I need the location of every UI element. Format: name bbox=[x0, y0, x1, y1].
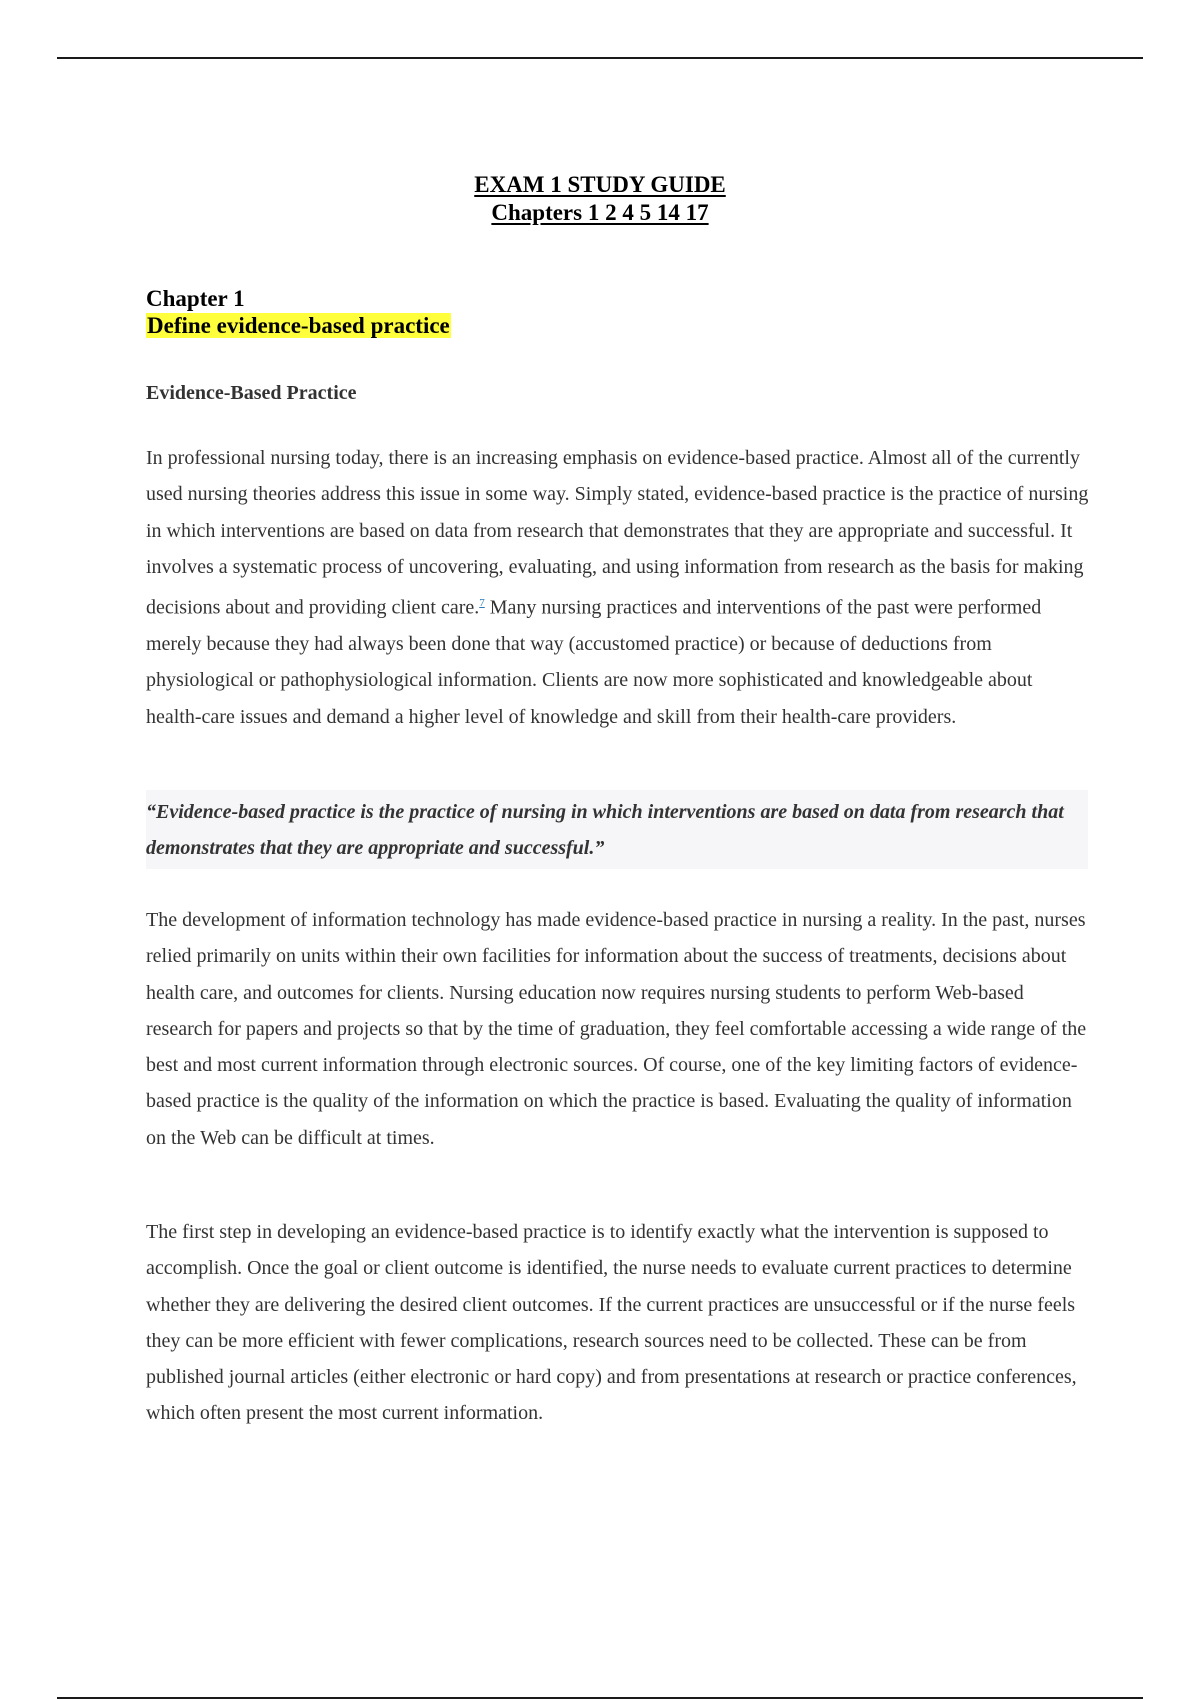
top-rule bbox=[57, 57, 1143, 59]
pull-quote bbox=[146, 790, 1088, 869]
paragraph-1-part-2: Many nursing practices and interventions of the past were performed merely because they had always been done that way (accustomed practice) or because of deductions from physiological or pathophysiological information. Clients are now more sophisticated and knowledgeable about health-care issues and demand a higher level of knowledge and skill from their health-care providers. bbox=[146, 596, 1042, 728]
paragraph-3: The first step in developing an evidence-based practice is to identify exactly what the intervention is supposed to accomplish. Once the goal or client outcome is identified, the nurse needs to evaluate current practices to determine whether they are delivering the desired client outcomes. If the current practices are unsuccessful or if the nurse feels they can be more efficient with fewer complications, research sources need to be collected. These can be from published journal articles (either electronic or hard copy) and from presentations at research or practice conferences, which often present the most current information. bbox=[146, 1221, 1077, 1425]
chapter-heading bbox=[146, 285, 451, 339]
pull-quote-text: “Evidence-based practice is the practice of nursing in which interventions are based on data from research that demonstrates that they are appropriate and successful.” bbox=[146, 801, 1064, 860]
paragraph-1-part-1: In professional nursing today, there is an increasing emphasis on evidence-based practice. Almost all of the currently used nursing theories address this issue in some way. Simply stated, evidence-based practice is the practice of nursing in which interventions are based on data from research that demonstrates that they are appropriate and successful. It involves a systematic process of uncovering, evaluating, and using information from research as the basis for making decisions about and providing client care. bbox=[146, 447, 1089, 619]
paragraph-1 bbox=[146, 440, 1091, 735]
footnote-link[interactable]: 7 bbox=[479, 597, 485, 610]
document-title bbox=[0, 171, 1200, 227]
title-line-1: EXAM 1 STUDY GUIDE bbox=[474, 172, 726, 197]
title-line-2: Chapters 1 2 4 5 14 17 bbox=[491, 200, 709, 225]
paragraph-2: The development of information technology has made evidence-based practice in nursing a reality. In the past, nurses relied primarily on units within their own facilities for information about the success of treatments, decisions about health care, and outcomes for clients. Nursing education now requires nursing students to perform Web-based research for papers and projects so that by the time of graduation, they feel comfortable accessing a wide range of the best and most current information through electronic sources. Of course, one of the key limiting factors of evidence-based practice is the quality of the information on which the practice is based. Evaluating the quality of information on the Web can be difficult at times. bbox=[146, 909, 1087, 1149]
section-heading: Evidence-Based Practice bbox=[146, 382, 357, 404]
bottom-rule bbox=[57, 1697, 1143, 1699]
chapter-topic-highlight: Define evidence-based practice bbox=[147, 313, 450, 338]
chapter-label: Chapter 1 bbox=[146, 286, 245, 311]
